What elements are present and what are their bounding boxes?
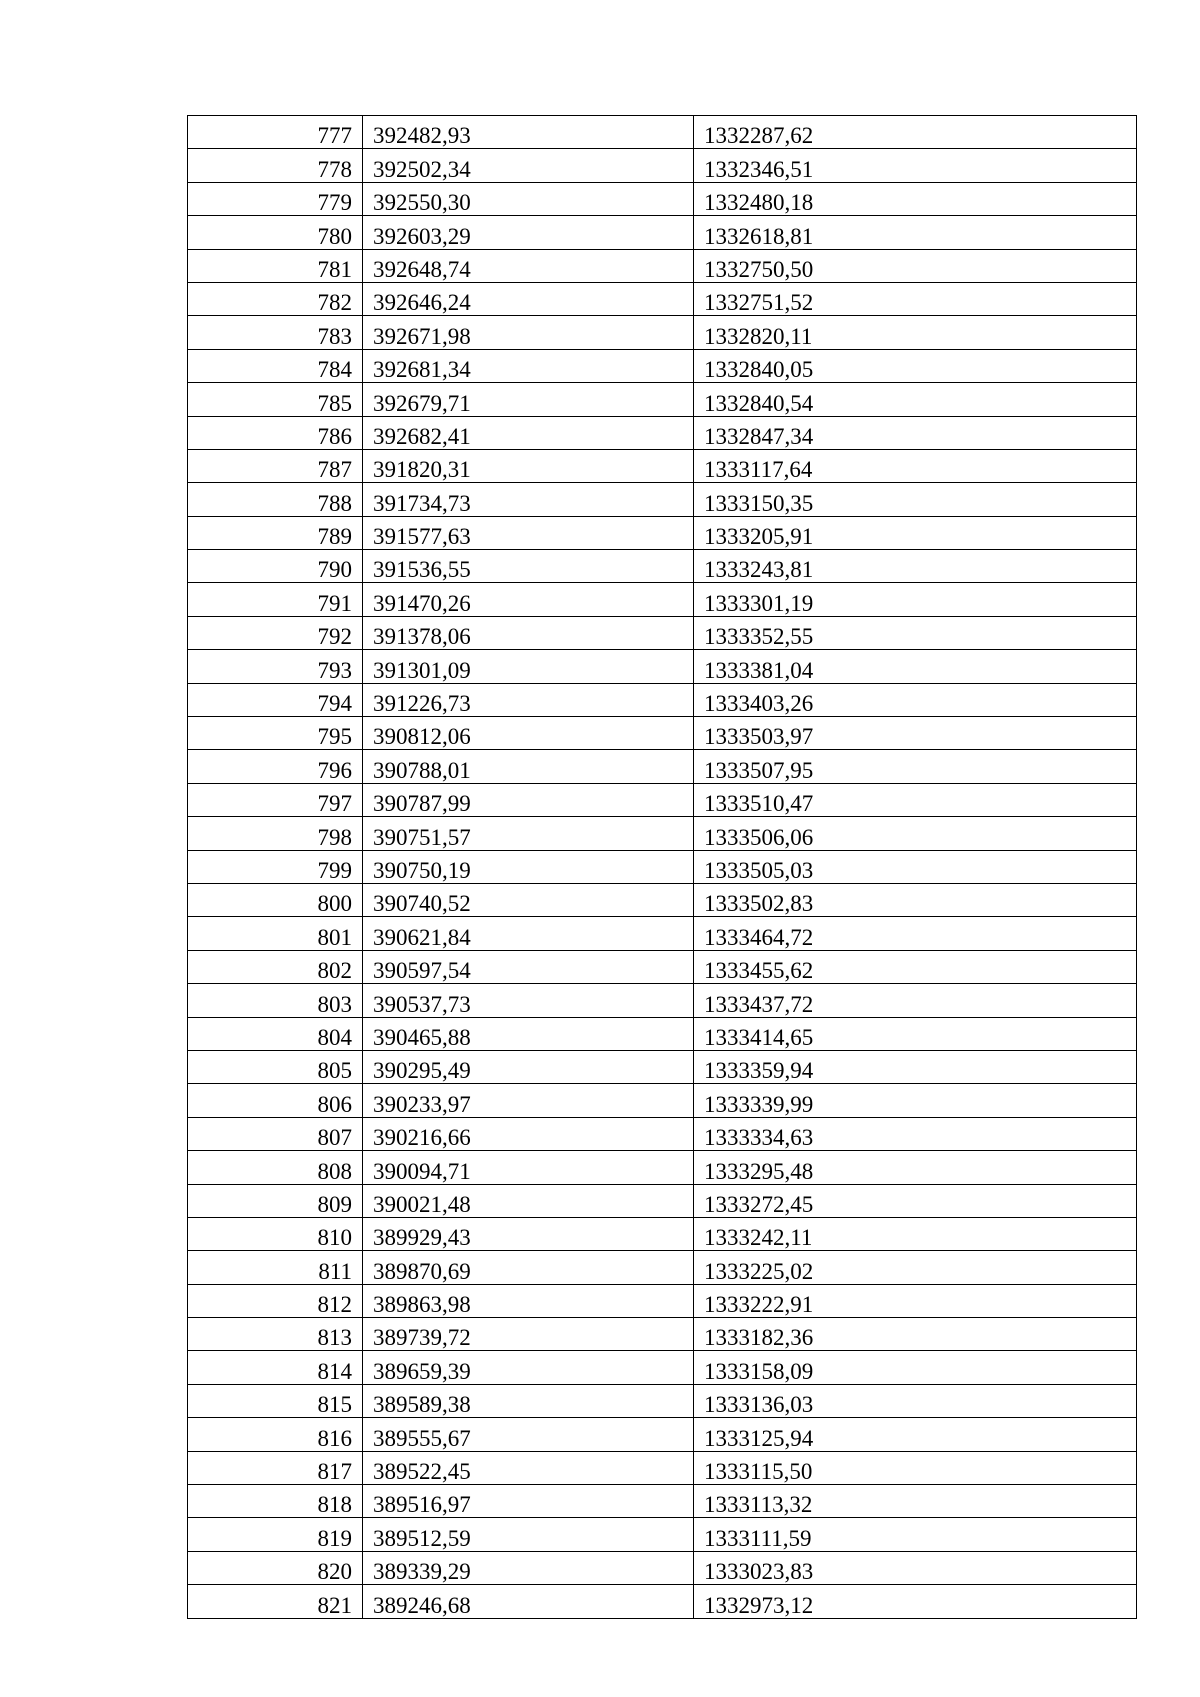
x-coordinate-cell: 391470,26 <box>363 583 694 616</box>
table-row <box>188 883 1137 916</box>
x-coordinate-cell: 389929,43 <box>363 1217 694 1250</box>
y-coordinate-cell: 1333334,63 <box>694 1117 1137 1150</box>
point-number-cell: 778 <box>188 149 363 182</box>
point-number-cell: 820 <box>188 1551 363 1584</box>
y-coordinate-cell: 1333381,04 <box>694 650 1137 683</box>
table-row <box>188 1451 1137 1484</box>
x-coordinate-cell: 389516,97 <box>363 1485 694 1518</box>
point-number-cell: 815 <box>188 1384 363 1417</box>
point-number-cell: 795 <box>188 717 363 750</box>
point-number-cell: 817 <box>188 1451 363 1484</box>
point-number-cell: 814 <box>188 1351 363 1384</box>
table-row <box>188 1351 1137 1384</box>
x-coordinate-cell: 390233,97 <box>363 1084 694 1117</box>
point-number-cell: 807 <box>188 1117 363 1150</box>
y-coordinate-cell: 1333414,65 <box>694 1017 1137 1050</box>
y-coordinate-cell: 1333111,59 <box>694 1518 1137 1551</box>
table-row <box>188 1084 1137 1117</box>
point-number-cell: 790 <box>188 550 363 583</box>
x-coordinate-cell: 389870,69 <box>363 1251 694 1284</box>
y-coordinate-cell: 1332480,18 <box>694 182 1137 215</box>
y-coordinate-cell: 1333503,97 <box>694 717 1137 750</box>
point-number-cell: 812 <box>188 1284 363 1317</box>
x-coordinate-cell: 389589,38 <box>363 1384 694 1417</box>
x-coordinate-cell: 392682,41 <box>363 416 694 449</box>
point-number-cell: 808 <box>188 1151 363 1184</box>
y-coordinate-cell: 1332618,81 <box>694 216 1137 249</box>
x-coordinate-cell: 392502,34 <box>363 149 694 182</box>
y-coordinate-cell: 1333222,91 <box>694 1284 1137 1317</box>
table-row <box>188 383 1137 416</box>
table-row <box>188 850 1137 883</box>
y-coordinate-cell: 1333242,11 <box>694 1217 1137 1250</box>
x-coordinate-cell: 390216,66 <box>363 1117 694 1150</box>
y-coordinate-cell: 1333437,72 <box>694 984 1137 1017</box>
table-row <box>188 149 1137 182</box>
point-number-cell: 797 <box>188 783 363 816</box>
point-number-cell: 781 <box>188 249 363 282</box>
point-number-cell: 783 <box>188 316 363 349</box>
point-number-cell: 806 <box>188 1084 363 1117</box>
point-number-cell: 819 <box>188 1518 363 1551</box>
x-coordinate-cell: 391577,63 <box>363 516 694 549</box>
point-number-cell: 805 <box>188 1050 363 1083</box>
x-coordinate-cell: 392482,93 <box>363 116 694 149</box>
table-row <box>188 282 1137 315</box>
table-row <box>188 750 1137 783</box>
x-coordinate-cell: 389555,67 <box>363 1418 694 1451</box>
point-number-cell: 813 <box>188 1318 363 1351</box>
y-coordinate-cell: 1333117,64 <box>694 449 1137 482</box>
x-coordinate-cell: 389522,45 <box>363 1451 694 1484</box>
point-number-cell: 784 <box>188 349 363 382</box>
point-number-cell: 803 <box>188 984 363 1017</box>
table-row <box>188 1117 1137 1150</box>
point-number-cell: 782 <box>188 282 363 315</box>
y-coordinate-cell: 1332840,05 <box>694 349 1137 382</box>
table-row <box>188 817 1137 850</box>
point-number-cell: 780 <box>188 216 363 249</box>
x-coordinate-cell: 391226,73 <box>363 683 694 716</box>
y-coordinate-cell: 1333507,95 <box>694 750 1137 783</box>
table-row <box>188 984 1137 1017</box>
table-row <box>188 650 1137 683</box>
point-number-cell: 802 <box>188 950 363 983</box>
y-coordinate-cell: 1333505,03 <box>694 850 1137 883</box>
x-coordinate-cell: 390021,48 <box>363 1184 694 1217</box>
point-number-cell: 818 <box>188 1485 363 1518</box>
table-row <box>188 1418 1137 1451</box>
y-coordinate-cell: 1333301,19 <box>694 583 1137 616</box>
point-number-cell: 798 <box>188 817 363 850</box>
point-number-cell: 788 <box>188 483 363 516</box>
point-number-cell: 821 <box>188 1585 363 1618</box>
x-coordinate-cell: 390787,99 <box>363 783 694 816</box>
y-coordinate-cell: 1333506,06 <box>694 817 1137 850</box>
x-coordinate-cell: 392550,30 <box>363 182 694 215</box>
table-row <box>188 349 1137 382</box>
y-coordinate-cell: 1332820,11 <box>694 316 1137 349</box>
table-row <box>188 483 1137 516</box>
y-coordinate-cell: 1333339,99 <box>694 1084 1137 1117</box>
x-coordinate-cell: 390621,84 <box>363 917 694 950</box>
x-coordinate-cell: 389659,39 <box>363 1351 694 1384</box>
x-coordinate-cell: 390295,49 <box>363 1050 694 1083</box>
y-coordinate-cell: 1333136,03 <box>694 1384 1137 1417</box>
y-coordinate-cell: 1332840,54 <box>694 383 1137 416</box>
x-coordinate-cell: 389863,98 <box>363 1284 694 1317</box>
table-row <box>188 316 1137 349</box>
y-coordinate-cell: 1332973,12 <box>694 1585 1137 1618</box>
table-row <box>188 717 1137 750</box>
point-number-cell: 791 <box>188 583 363 616</box>
x-coordinate-cell: 390788,01 <box>363 750 694 783</box>
table-row <box>188 1151 1137 1184</box>
x-coordinate-cell: 389246,68 <box>363 1585 694 1618</box>
y-coordinate-cell: 1332847,34 <box>694 416 1137 449</box>
table-row <box>188 550 1137 583</box>
x-coordinate-cell: 392679,71 <box>363 383 694 416</box>
y-coordinate-cell: 1332751,52 <box>694 282 1137 315</box>
point-number-cell: 801 <box>188 917 363 950</box>
x-coordinate-cell: 390094,71 <box>363 1151 694 1184</box>
point-number-cell: 785 <box>188 383 363 416</box>
x-coordinate-cell: 392646,24 <box>363 282 694 315</box>
x-coordinate-cell: 391734,73 <box>363 483 694 516</box>
point-number-cell: 786 <box>188 416 363 449</box>
table-row <box>188 1518 1137 1551</box>
point-number-cell: 793 <box>188 650 363 683</box>
y-coordinate-cell: 1333113,32 <box>694 1485 1137 1518</box>
point-number-cell: 811 <box>188 1251 363 1284</box>
x-coordinate-cell: 392681,34 <box>363 349 694 382</box>
point-number-cell: 816 <box>188 1418 363 1451</box>
y-coordinate-cell: 1333115,50 <box>694 1451 1137 1484</box>
y-coordinate-cell: 1333403,26 <box>694 683 1137 716</box>
table-row <box>188 1318 1137 1351</box>
y-coordinate-cell: 1332346,51 <box>694 149 1137 182</box>
table-row <box>188 1485 1137 1518</box>
x-coordinate-cell: 389512,59 <box>363 1518 694 1551</box>
y-coordinate-cell: 1333502,83 <box>694 883 1137 916</box>
coordinates-table <box>187 115 1137 1619</box>
y-coordinate-cell: 1333510,47 <box>694 783 1137 816</box>
coordinates-table-body <box>188 116 1137 1619</box>
table-row <box>188 1384 1137 1417</box>
table-row <box>188 783 1137 816</box>
x-coordinate-cell: 390740,52 <box>363 883 694 916</box>
x-coordinate-cell: 390597,54 <box>363 950 694 983</box>
point-number-cell: 789 <box>188 516 363 549</box>
table-row <box>188 449 1137 482</box>
table-row <box>188 249 1137 282</box>
table-row <box>188 950 1137 983</box>
x-coordinate-cell: 391820,31 <box>363 449 694 482</box>
table-row <box>188 683 1137 716</box>
point-number-cell: 809 <box>188 1184 363 1217</box>
table-row <box>188 1551 1137 1584</box>
point-number-cell: 779 <box>188 182 363 215</box>
x-coordinate-cell: 390751,57 <box>363 817 694 850</box>
table-row <box>188 1050 1137 1083</box>
point-number-cell: 804 <box>188 1017 363 1050</box>
y-coordinate-cell: 1333125,94 <box>694 1418 1137 1451</box>
x-coordinate-cell: 392648,74 <box>363 249 694 282</box>
table-row <box>188 216 1137 249</box>
y-coordinate-cell: 1333464,72 <box>694 917 1137 950</box>
table-row <box>188 616 1137 649</box>
table-row <box>188 1184 1137 1217</box>
y-coordinate-cell: 1333272,45 <box>694 1184 1137 1217</box>
table-row <box>188 516 1137 549</box>
x-coordinate-cell: 390750,19 <box>363 850 694 883</box>
y-coordinate-cell: 1333182,36 <box>694 1318 1137 1351</box>
point-number-cell: 777 <box>188 116 363 149</box>
table-row <box>188 116 1137 149</box>
y-coordinate-cell: 1332287,62 <box>694 116 1137 149</box>
y-coordinate-cell: 1333158,09 <box>694 1351 1137 1384</box>
table-row <box>188 416 1137 449</box>
y-coordinate-cell: 1333352,55 <box>694 616 1137 649</box>
y-coordinate-cell: 1332750,50 <box>694 249 1137 282</box>
table-row <box>188 182 1137 215</box>
table-row <box>188 583 1137 616</box>
table-row <box>188 917 1137 950</box>
table-row <box>188 1017 1137 1050</box>
x-coordinate-cell: 392603,29 <box>363 216 694 249</box>
y-coordinate-cell: 1333225,02 <box>694 1251 1137 1284</box>
x-coordinate-cell: 390537,73 <box>363 984 694 1017</box>
x-coordinate-cell: 389339,29 <box>363 1551 694 1584</box>
point-number-cell: 794 <box>188 683 363 716</box>
point-number-cell: 792 <box>188 616 363 649</box>
y-coordinate-cell: 1333150,35 <box>694 483 1137 516</box>
x-coordinate-cell: 391378,06 <box>363 616 694 649</box>
y-coordinate-cell: 1333205,91 <box>694 516 1137 549</box>
x-coordinate-cell: 392671,98 <box>363 316 694 349</box>
y-coordinate-cell: 1333023,83 <box>694 1551 1137 1584</box>
point-number-cell: 796 <box>188 750 363 783</box>
y-coordinate-cell: 1333359,94 <box>694 1050 1137 1083</box>
point-number-cell: 810 <box>188 1217 363 1250</box>
table-row <box>188 1217 1137 1250</box>
x-coordinate-cell: 389739,72 <box>363 1318 694 1351</box>
table-row <box>188 1284 1137 1317</box>
x-coordinate-cell: 391536,55 <box>363 550 694 583</box>
table-row <box>188 1251 1137 1284</box>
y-coordinate-cell: 1333295,48 <box>694 1151 1137 1184</box>
point-number-cell: 787 <box>188 449 363 482</box>
table-row <box>188 1585 1137 1618</box>
x-coordinate-cell: 391301,09 <box>363 650 694 683</box>
point-number-cell: 800 <box>188 883 363 916</box>
x-coordinate-cell: 390812,06 <box>363 717 694 750</box>
y-coordinate-cell: 1333243,81 <box>694 550 1137 583</box>
point-number-cell: 799 <box>188 850 363 883</box>
x-coordinate-cell: 390465,88 <box>363 1017 694 1050</box>
y-coordinate-cell: 1333455,62 <box>694 950 1137 983</box>
